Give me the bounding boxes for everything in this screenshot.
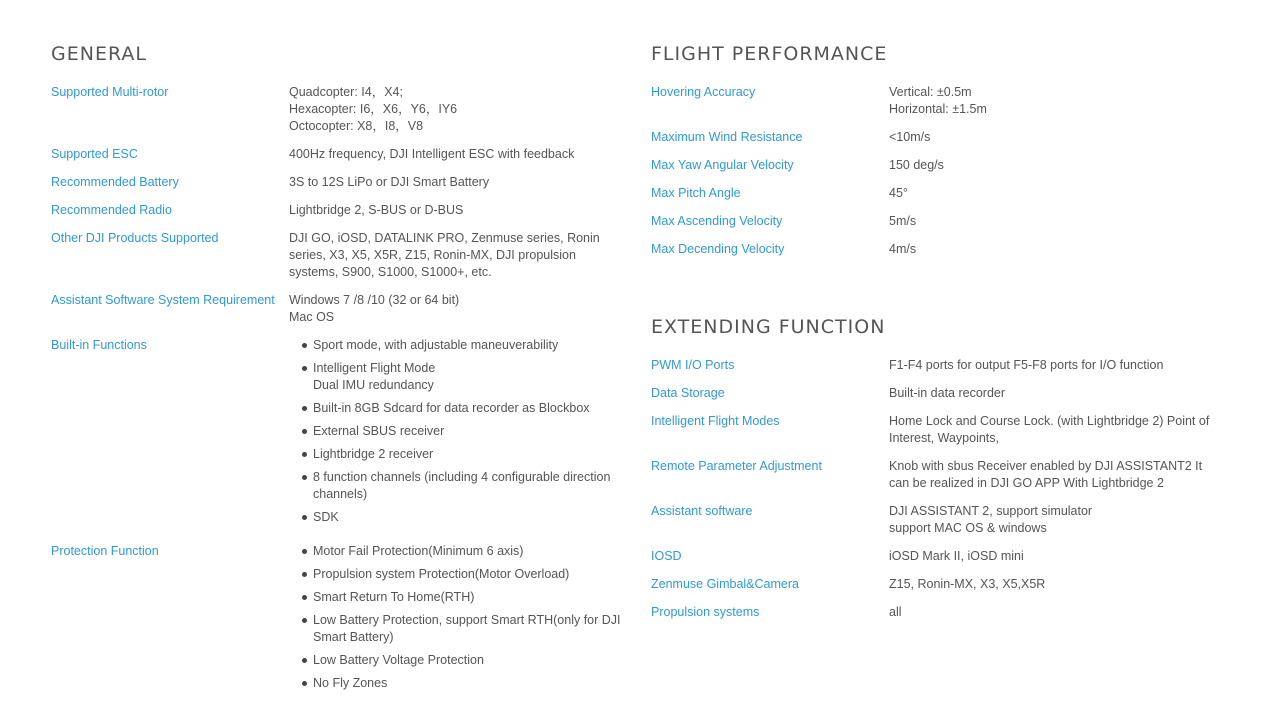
bullet-item: Intelligent Flight Mode Dual IMU redundancy	[289, 360, 621, 394]
bullet-item: External SBUS receiver	[289, 423, 621, 440]
spec-label: PWM I/O Ports	[651, 358, 735, 372]
spec-value	[889, 157, 1221, 174]
builtin-functions-row	[51, 337, 621, 532]
spec-value	[889, 129, 1221, 146]
spec-value-line: all	[889, 605, 902, 619]
flight-performance-rows	[651, 84, 1221, 258]
spec-label: Max Ascending Velocity	[651, 214, 783, 228]
spec-row	[651, 129, 1221, 146]
spec-value-line: Mac OS	[289, 310, 335, 324]
spec-value-line: support MAC OS & windows	[889, 521, 1047, 535]
spec-label: Remote Parameter Adjustment	[651, 459, 822, 473]
spec-row	[651, 458, 1221, 492]
spec-value	[889, 241, 1221, 258]
spec-label: Recommended Battery	[51, 175, 179, 189]
extending-function-title: EXTENDING FUNCTION	[651, 316, 886, 338]
spec-label: Assistant software	[651, 504, 753, 518]
spec-row	[651, 84, 1221, 118]
spec-value-line: 4m/s	[889, 242, 917, 256]
spec-value	[889, 385, 1221, 402]
spec-value-line: DJI ASSISTANT 2, support simulator	[889, 504, 1093, 518]
spec-value	[289, 292, 621, 326]
spec-value	[889, 548, 1221, 565]
protection-function-label: Protection Function	[51, 544, 159, 558]
spec-value	[889, 458, 1221, 492]
spec-label: Assistant Software System Requirement	[51, 293, 275, 307]
right-column	[651, 43, 1221, 632]
bullet-item: SDK	[289, 509, 621, 526]
spec-row	[651, 385, 1221, 402]
spec-row	[51, 174, 621, 191]
general-column	[51, 43, 621, 709]
spec-label: Max Yaw Angular Velocity	[651, 158, 794, 172]
bullet-item: Low Battery Protection, support Smart RTH(only for DJI Smart Battery)	[289, 612, 621, 646]
spec-value-line: F1-F4 ports for output F5-F8 ports for I/O function	[889, 358, 1164, 372]
spec-value-line: 400Hz frequency, DJI Intelligent ESC with feedback	[289, 147, 575, 161]
spec-value-line: Vertical: ±0.5m	[889, 85, 972, 99]
builtin-functions-list	[289, 337, 621, 532]
spec-value	[889, 503, 1221, 537]
spec-row	[651, 503, 1221, 537]
spec-value	[289, 84, 621, 135]
spec-value	[289, 174, 621, 191]
bullet-item: Smart Return To Home(RTH)	[289, 589, 621, 606]
spec-value-line: Lightbridge 2, S-BUS or D-BUS	[289, 203, 464, 217]
spec-row	[651, 213, 1221, 230]
spec-value-line: iOSD Mark II, iOSD mini	[889, 549, 1024, 563]
spec-value-line: 150 deg/s	[889, 158, 944, 172]
general-title: GENERAL	[51, 43, 147, 65]
bullet-item: Low Battery Voltage Protection	[289, 652, 621, 669]
spec-value	[289, 202, 621, 219]
spec-value	[889, 604, 1221, 621]
spec-row	[651, 576, 1221, 593]
spec-value	[289, 230, 621, 281]
spec-row	[651, 185, 1221, 202]
spec-value-line: DJI GO, iOSD, DATALINK PRO, Zenmuse series, Ronin series, X3, X5, X5R, Z15, Ronin-MX, DJI propulsion systems, S900, S1000, S1000+, etc.	[289, 231, 600, 279]
spec-label: Supported Multi-rotor	[51, 85, 169, 99]
spec-value-line: Hexacopter: I6，X6，Y6，IY6	[289, 102, 458, 116]
spec-value	[289, 146, 621, 163]
bullet-item: Built-in 8GB Sdcard for data recorder as Blockbox	[289, 400, 621, 417]
bullet-item: Sport mode, with adjustable maneuverability	[289, 337, 621, 354]
spec-label: Max Decending Velocity	[651, 242, 785, 256]
spec-value-line: Z15, Ronin-MX, X3, X5,X5R	[889, 577, 1046, 591]
spec-value-line: Quadcopter: I4，X4;	[289, 85, 403, 99]
spec-value-line: 3S to 12S LiPo or DJI Smart Battery	[289, 175, 490, 189]
spec-label: Hovering Accuracy	[651, 85, 756, 99]
bullet-item: Propulsion system Protection(Motor Overload)	[289, 566, 621, 583]
spec-value	[889, 84, 1221, 118]
spec-label: Data Storage	[651, 386, 725, 400]
protection-function-row	[51, 543, 621, 698]
spec-label: Supported ESC	[51, 147, 138, 161]
spec-row	[51, 202, 621, 219]
spec-value-line: <10m/s	[889, 130, 931, 144]
spec-label: Other DJI Products Supported	[51, 231, 219, 245]
spec-label: Intelligent Flight Modes	[651, 414, 780, 428]
general-rows	[51, 84, 621, 326]
bullet-item: Lightbridge 2 receiver	[289, 446, 621, 463]
spec-row	[651, 241, 1221, 258]
spec-row	[51, 146, 621, 163]
extending-function-rows	[651, 357, 1221, 621]
spec-label: Recommended Radio	[51, 203, 172, 217]
spec-value-line: Knob with sbus Receiver enabled by DJI ASSISTANT2 It can be realized in DJI GO APP With Lightbridge 2	[889, 459, 1203, 490]
spec-value-line: Built-in data recorder	[889, 386, 1006, 400]
spec-row	[51, 84, 621, 135]
spec-row	[651, 357, 1221, 374]
spec-value-line: Horizontal: ±1.5m	[889, 102, 987, 116]
spec-row	[651, 548, 1221, 565]
bullet-item: 8 function channels (including 4 configurable direction channels)	[289, 469, 621, 503]
spec-label: Zenmuse Gimbal&Camera	[651, 577, 799, 591]
spec-label: Maximum Wind Resistance	[651, 130, 803, 144]
spec-value	[889, 185, 1221, 202]
spec-row	[651, 157, 1221, 174]
spec-value	[889, 357, 1221, 374]
bullet-item: Motor Fail Protection(Minimum 6 axis)	[289, 543, 621, 560]
spec-value-line: 5m/s	[889, 214, 917, 228]
protection-function-list	[289, 543, 621, 698]
spec-value-line: 45°	[889, 186, 908, 200]
spec-row	[51, 292, 621, 326]
spec-row	[651, 413, 1221, 447]
spec-value-line: Octocopter: X8，I8，V8	[289, 119, 424, 133]
spec-value-line: Windows 7 /8 /10 (32 or 64 bit)	[289, 293, 460, 307]
spec-value-line: Home Lock and Course Lock. (with Lightbridge 2) Point of Interest, Waypoints,	[889, 414, 1210, 445]
bullet-item: No Fly Zones	[289, 675, 621, 692]
spec-value	[889, 576, 1221, 593]
spec-row	[51, 230, 621, 281]
spec-row	[651, 604, 1221, 621]
spec-label: IOSD	[651, 549, 682, 563]
builtin-functions-label: Built-in Functions	[51, 338, 147, 352]
spec-value	[889, 413, 1221, 447]
spec-value	[889, 213, 1221, 230]
spec-label: Max Pitch Angle	[651, 186, 741, 200]
flight-performance-title: FLIGHT PERFORMANCE	[651, 43, 888, 65]
spec-label: Propulsion systems	[651, 605, 760, 619]
